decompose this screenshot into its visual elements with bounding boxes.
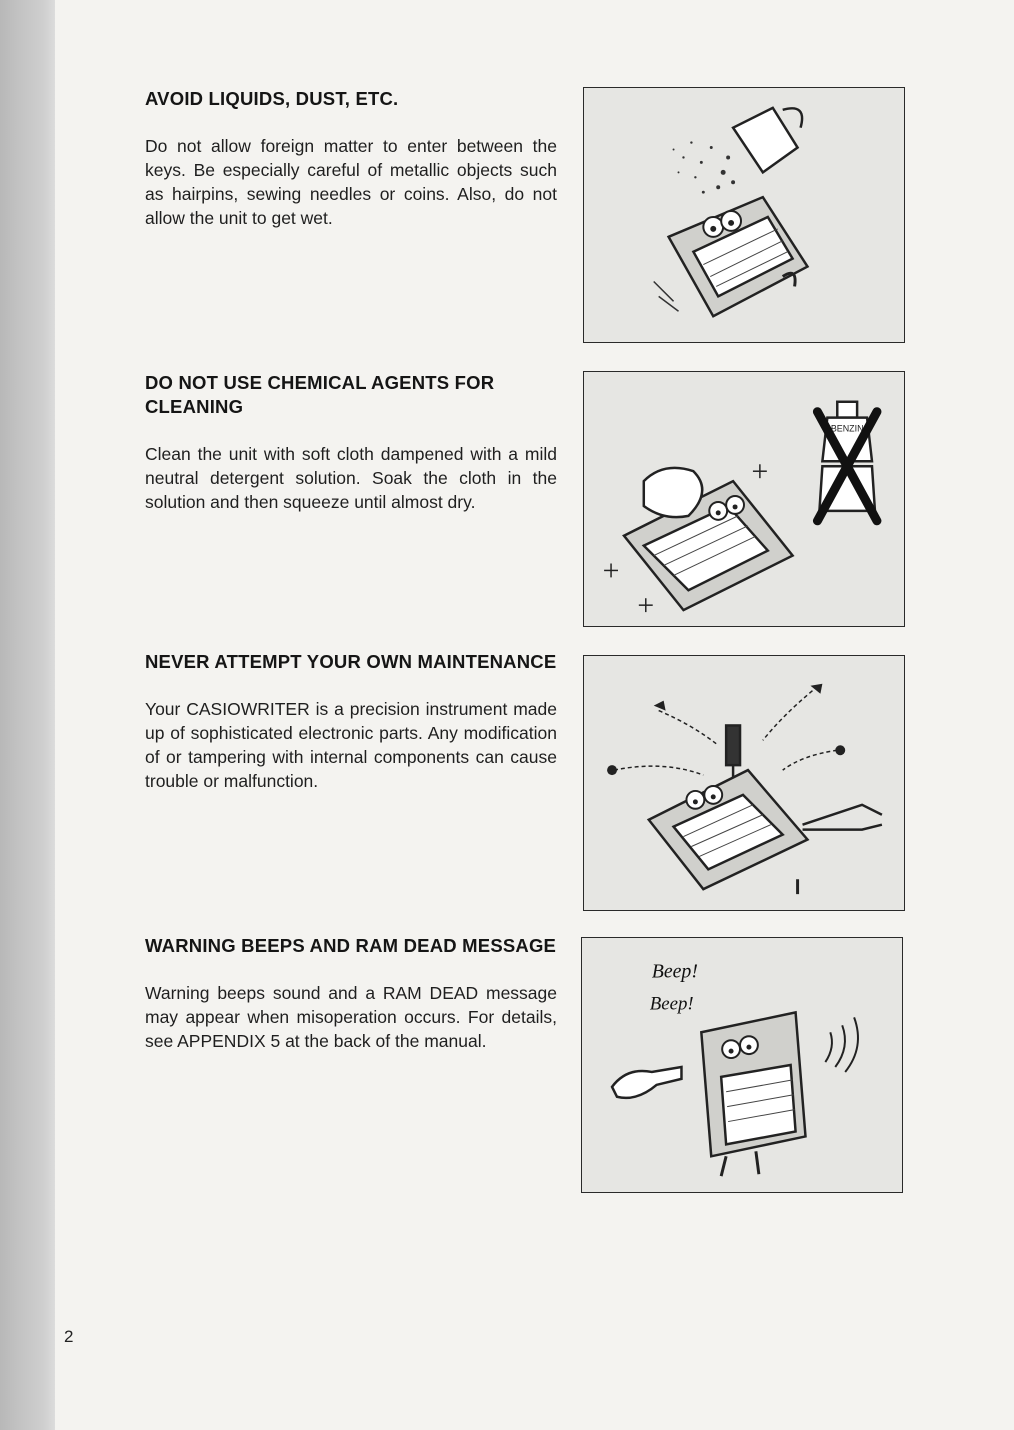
section-heading: NEVER ATTEMPT YOUR OWN MAINTENANCE <box>145 651 557 672</box>
illustration-warning-beeps <box>581 937 903 1193</box>
page-number: 2 <box>64 1327 74 1346</box>
section-no-maintenance <box>145 650 557 793</box>
section-avoid-liquids <box>145 87 557 230</box>
beep-text-2: Beep! <box>649 993 694 1015</box>
warning-beeps-drawing <box>582 938 902 1192</box>
section-heading: DO NOT USE CHEMICAL AGENTS FOR CLEANING <box>145 372 495 417</box>
section-body: Your CASIOWRITER is a precision instrument made up of sophisticated electronic parts. Any modification of or tampering with internal components can cause trouble or malfunction. <box>145 699 557 791</box>
no-chemicals-drawing <box>584 372 904 626</box>
section-heading: AVOID LIQUIDS, DUST, ETC. <box>145 88 399 109</box>
no-maintenance-drawing <box>584 656 904 910</box>
section-no-chemicals <box>145 371 557 514</box>
illustration-no-maintenance <box>583 655 905 911</box>
binding-strip <box>0 0 55 1430</box>
section-body: Clean the unit with soft cloth dampened with a mild neutral detergent solution. Soak the cloth in the solution and then squeeze until almost dry. <box>145 444 557 512</box>
section-heading: WARNING BEEPS AND RAM DEAD MESSAGE <box>145 935 557 956</box>
section-body: Warning beeps sound and a RAM DEAD message may appear when misoperation occurs. For details, see APPENDIX 5 at the back of the manual. <box>145 983 557 1051</box>
beep-text-1: Beep! <box>651 960 698 983</box>
section-body: Do not allow foreign matter to enter between the keys. Be especially careful of metallic objects such as hairpins, sewing needles or coins. Also, do not allow the unit to get wet. <box>145 136 557 228</box>
section-warning-beeps <box>145 934 557 1053</box>
liquid-spill-drawing <box>584 88 904 342</box>
illustration-liquid-spill <box>583 87 905 343</box>
illustration-no-chemicals <box>583 371 905 627</box>
bottle-label: BENZIN <box>830 423 864 434</box>
